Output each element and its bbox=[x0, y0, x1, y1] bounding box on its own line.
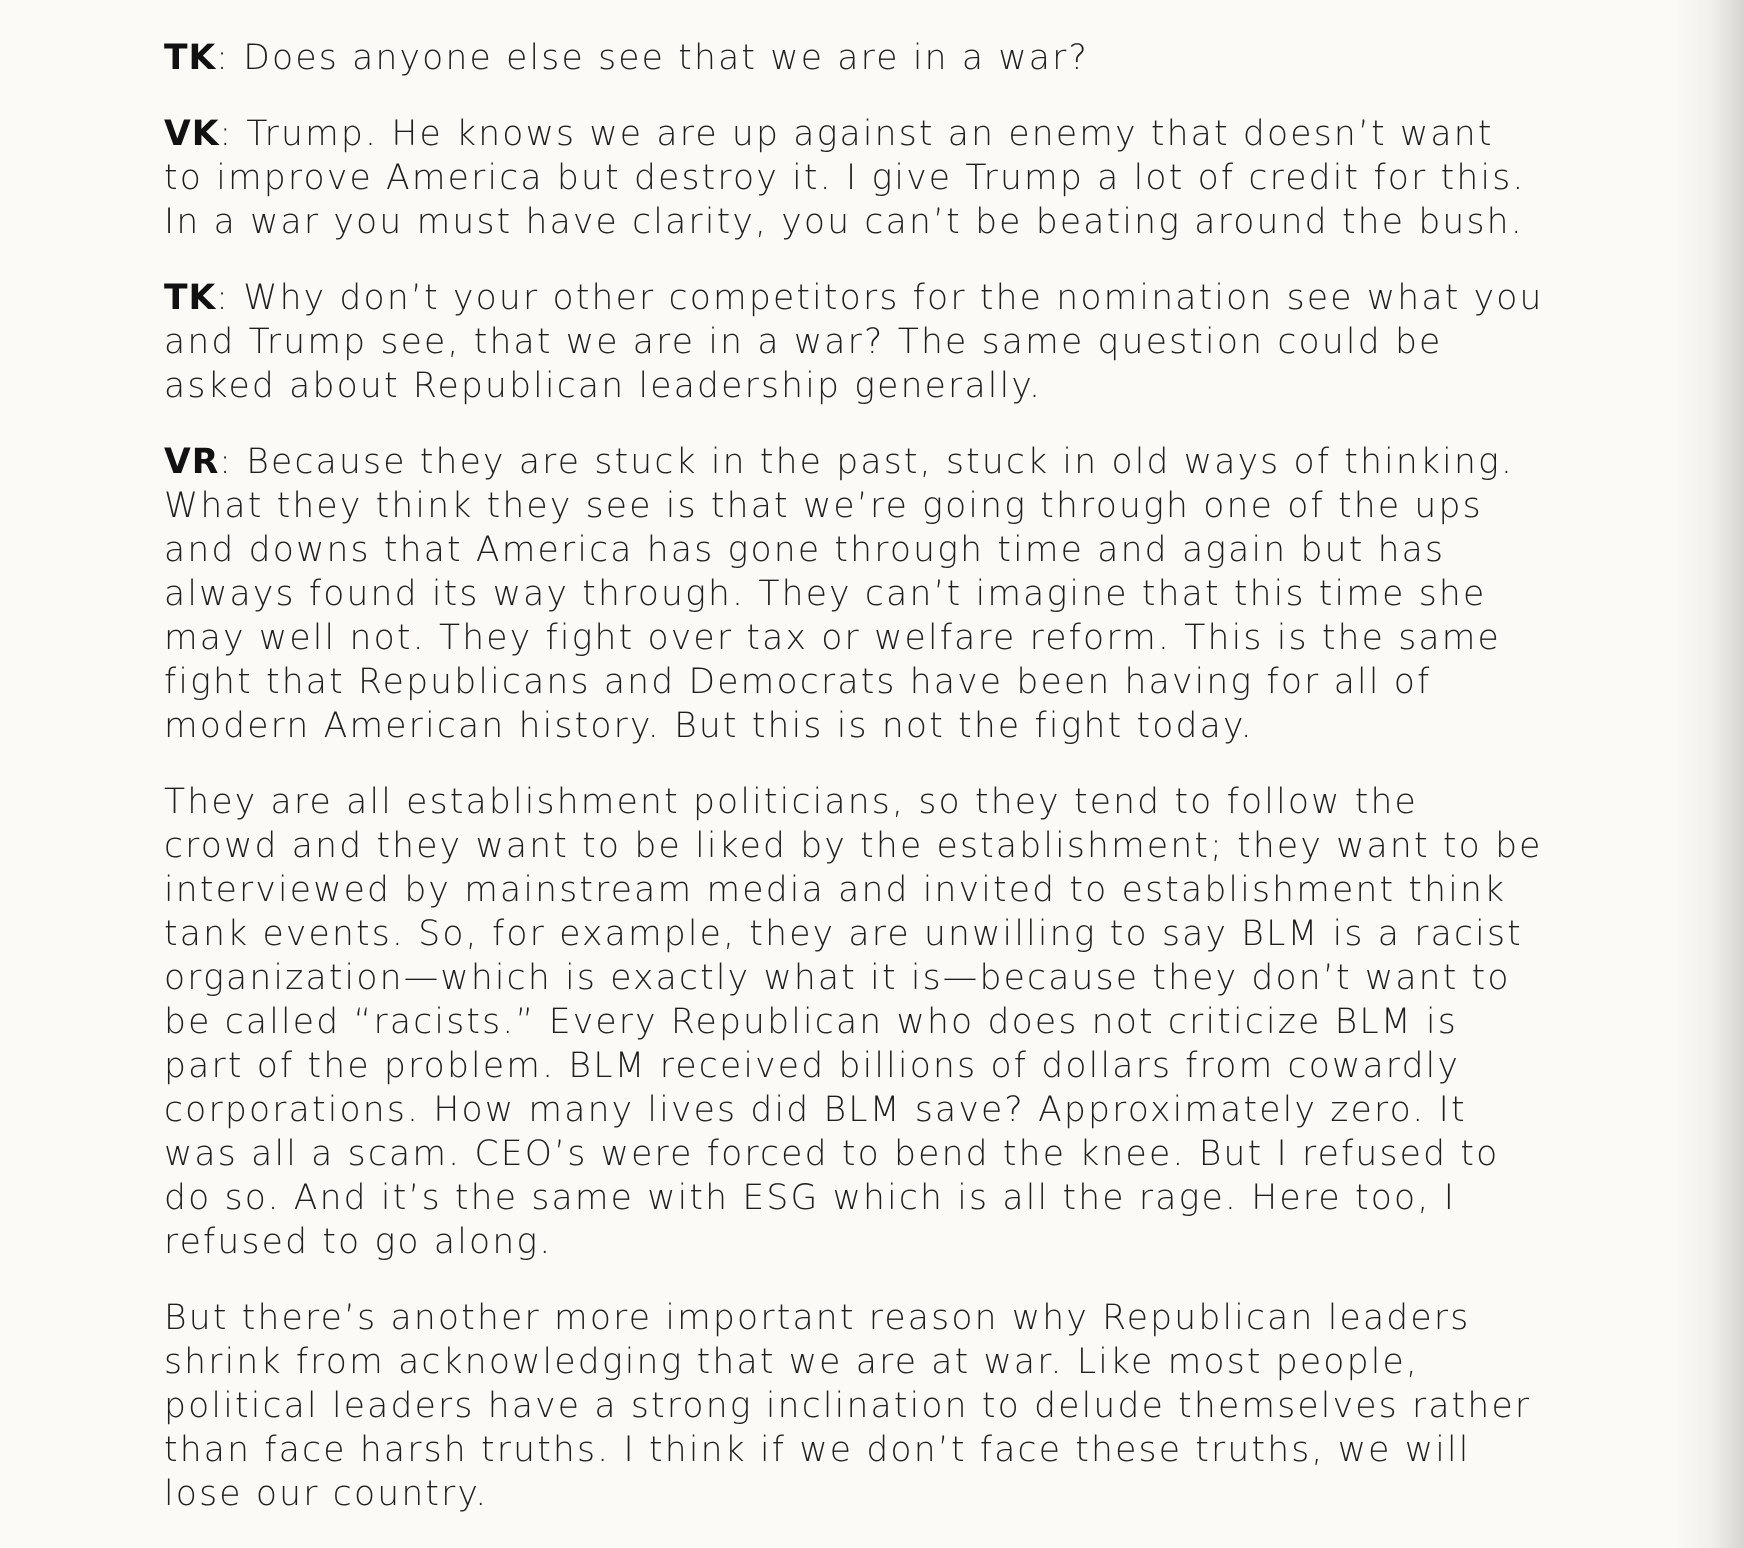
interview-paragraph bbox=[164, 36, 1544, 80]
speaker-label: VK bbox=[164, 114, 220, 154]
interview-paragraph bbox=[164, 112, 1544, 244]
speaker-label: VR bbox=[164, 442, 220, 482]
paragraph-text: : Trump. He knows we are up against an enemy that doesn’t want to improve America but destroy it. I give Trump a lot of credit for this. In a war you must have clarity, you can’t be beating around the bush. bbox=[164, 114, 1526, 242]
speaker-label: TK bbox=[164, 38, 217, 78]
page-edge-shadow bbox=[1674, 0, 1744, 1548]
speaker-label: TK bbox=[164, 278, 217, 318]
interview-paragraph bbox=[164, 1296, 1544, 1516]
article-body bbox=[164, 36, 1544, 1548]
interview-paragraph bbox=[164, 276, 1544, 408]
paragraph-text: : Why don’t your other competitors for the nomination see what you and Trump see, that we are in a war? The same question could be asked about Republican leadership generally. bbox=[164, 278, 1544, 406]
interview-paragraph bbox=[164, 440, 1544, 748]
paragraph-text: : Because they are stuck in the past, stuck in old ways of thinking. What they think they see is that we’re going through one of the ups and downs that America has gone through time and again but has always found its way through. They can’t imagine that this time she may well not. They fight over tax or welfare reform. This is the same fight that Republicans and Democrats have been having for all of modern American history. But this is not the fight today. bbox=[164, 442, 1515, 746]
paragraph-text: But there’s another more important reason why Republican leaders shrink from acknowledging that we are at war. Like most people, political leaders have a strong inclination to delude themselves rather than face harsh truths. I think if we don’t face these truths, we will lose our country. bbox=[164, 1298, 1532, 1514]
interview-paragraph bbox=[164, 780, 1544, 1264]
paragraph-text: : Does anyone else see that we are in a war? bbox=[216, 38, 1090, 78]
paragraph-text: They are all establishment politicians, so they tend to follow the crowd and they want to be liked by the establishment; they want to be interviewed by mainstream media and invited to establishment think tank events. So, for example, they are unwilling to say BLM is a racist organization—which is exactly what it is—because they don’t want to be called “racists.” Every Republican who does not criticize BLM is part of the problem. BLM received billions of dollars from cowardly corporations. How many lives did BLM save? Approximately zero. It was all a scam. CEO’s were forced to bend the knee. But I refused to do so. And it’s the same with ESG which is all the rage. Here too, I refused to go along. bbox=[164, 782, 1543, 1262]
